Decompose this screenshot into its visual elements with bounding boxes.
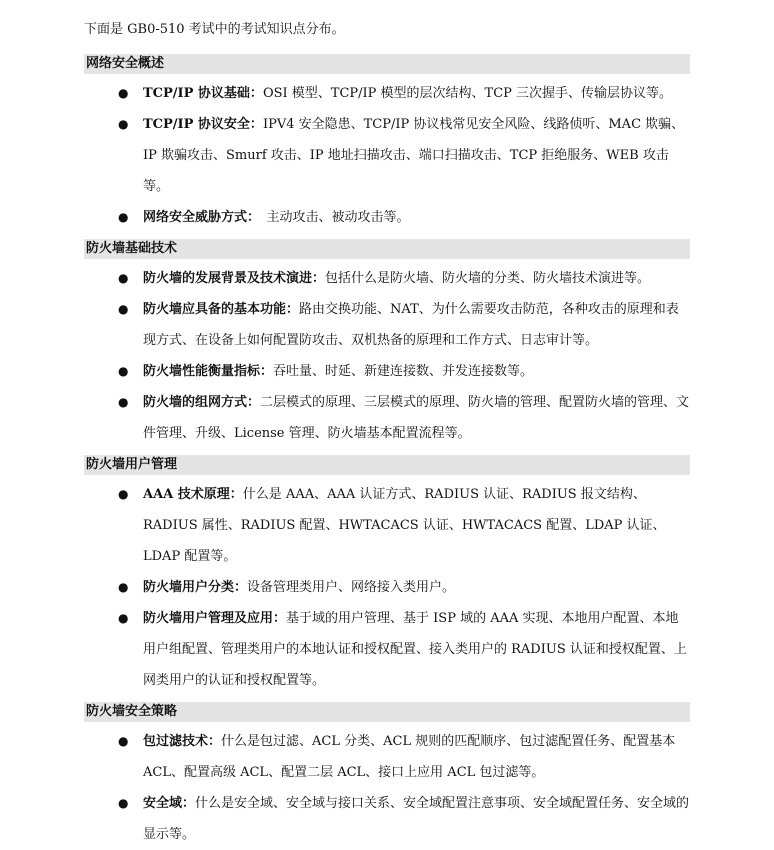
item-description: 什么是包过滤、ACL 分类、ACL 规则的匹配顺序、包过滤配置任务、配置基本 ACL、配置高级 ACL、配置二层 ACL、接口上应用 ACL 包过滤等。: [143, 734, 676, 780]
section-list: [84, 263, 690, 449]
item-term: TCP/IP 协议安全：: [143, 117, 263, 132]
item-description: 设备管理类用户、网络接入类用户。: [247, 580, 456, 595]
item-term: 网络安全威胁方式：: [143, 210, 254, 225]
bullet-icon: ●: [118, 796, 129, 810]
bullet-icon: ●: [118, 86, 129, 100]
bullet-icon: ●: [118, 210, 129, 224]
item-description: OSI 模型、TCP/IP 模型的层次结构、TCP 三次握手、传输层协议等。: [262, 86, 673, 101]
list-item: [84, 78, 690, 109]
item-term: 包过滤技术：: [143, 734, 222, 749]
list-item: [84, 603, 690, 696]
item-term: 防火墙性能衡量指标：: [143, 364, 274, 379]
bullet-icon: ●: [118, 117, 129, 131]
item-term: 防火墙用户分类：: [143, 580, 248, 595]
item-description: 吞吐量、时延、新建连接数、并发连接数等。: [273, 364, 534, 379]
list-item: [84, 479, 690, 572]
section-heading: 防火墙用户管理: [84, 455, 690, 475]
bullet-icon: ●: [118, 611, 129, 625]
bullet-icon: ●: [118, 734, 129, 748]
bullet-icon: ●: [118, 271, 129, 285]
list-item: [84, 726, 690, 788]
item-description: 主动攻击、被动攻击等。: [253, 210, 410, 225]
item-description: IPV4 安全隐患、TCP/IP 协议栈常见安全风险、线路侦听、MAC 欺骗、IP 欺骗攻击、Smurf 攻击、IP 地址扫描攻击、端口扫描攻击、TCP 拒绝服务、WEB 攻击等。: [143, 117, 685, 194]
section-heading: 防火墙基础技术: [84, 239, 690, 259]
list-item: [84, 788, 690, 850]
intro-text: 下面是 GB0-510 考试中的考试知识点分布。: [84, 22, 345, 37]
item-term: AAA 技术原理：: [143, 487, 243, 502]
bullet-icon: ●: [118, 364, 129, 378]
section-heading: 网络安全概述: [84, 54, 690, 74]
bullet-icon: ●: [118, 487, 129, 501]
item-description: 二层模式的原理、三层模式的原理、防火墙的管理、配置防火墙的管理、文件管理、升级、License 管理、防火墙基本配置流程等。: [143, 395, 690, 441]
list-item: [84, 387, 690, 449]
section-list: [84, 78, 690, 233]
item-term: 防火墙的组网方式：: [143, 395, 261, 410]
sections-container: [84, 54, 690, 850]
item-term: 防火墙的发展背景及技术演进：: [143, 271, 326, 286]
list-item: [84, 109, 690, 202]
list-item: [84, 356, 690, 387]
section-list: [84, 479, 690, 696]
bullet-icon: ●: [118, 580, 129, 594]
item-description: 什么是 AAA、AAA 认证方式、RADIUS 认证、RADIUS 报文结构、RADIUS 属性、RADIUS 配置、HWTACACS 认证、HWTACACS 配置、LDAP 认证、LDAP 配置等。: [143, 487, 666, 564]
bullet-icon: ●: [118, 302, 129, 316]
item-term: 防火墙用户管理及应用：: [143, 611, 287, 626]
item-term: TCP/IP 协议基础：: [143, 86, 263, 101]
item-description: 基于域的用户管理、基于 ISP 域的 AAA 实现、本地用户配置、本地用户组配置、管理类用户的本地认证和授权配置、接入类用户的 RADIUS 认证和授权配置、上网类用户的认证和授权配置等。: [143, 611, 687, 688]
item-term: 安全域：: [143, 796, 196, 811]
list-item: [84, 263, 690, 294]
list-item: [84, 294, 690, 356]
item-description: 什么是安全域、安全域与接口关系、安全域配置注意事项、安全域配置任务、安全域的显示等。: [143, 796, 690, 842]
item-term: 防火墙应具备的基本功能：: [143, 302, 300, 317]
item-description: 包括什么是防火墙、防火墙的分类、防火墙技术演进等。: [325, 271, 651, 286]
item-description: 路由交换功能、NAT、为什么需要攻击防范，各种攻击的原理和表现方式、在设备上如何配置防攻击、双机热备的原理和工作方式、日志审计等。: [143, 302, 679, 348]
list-item: [84, 572, 690, 603]
section-list: [84, 726, 690, 850]
list-item: [84, 202, 690, 233]
bullet-icon: ●: [118, 395, 129, 409]
section-heading: 防火墙安全策略: [84, 702, 690, 722]
